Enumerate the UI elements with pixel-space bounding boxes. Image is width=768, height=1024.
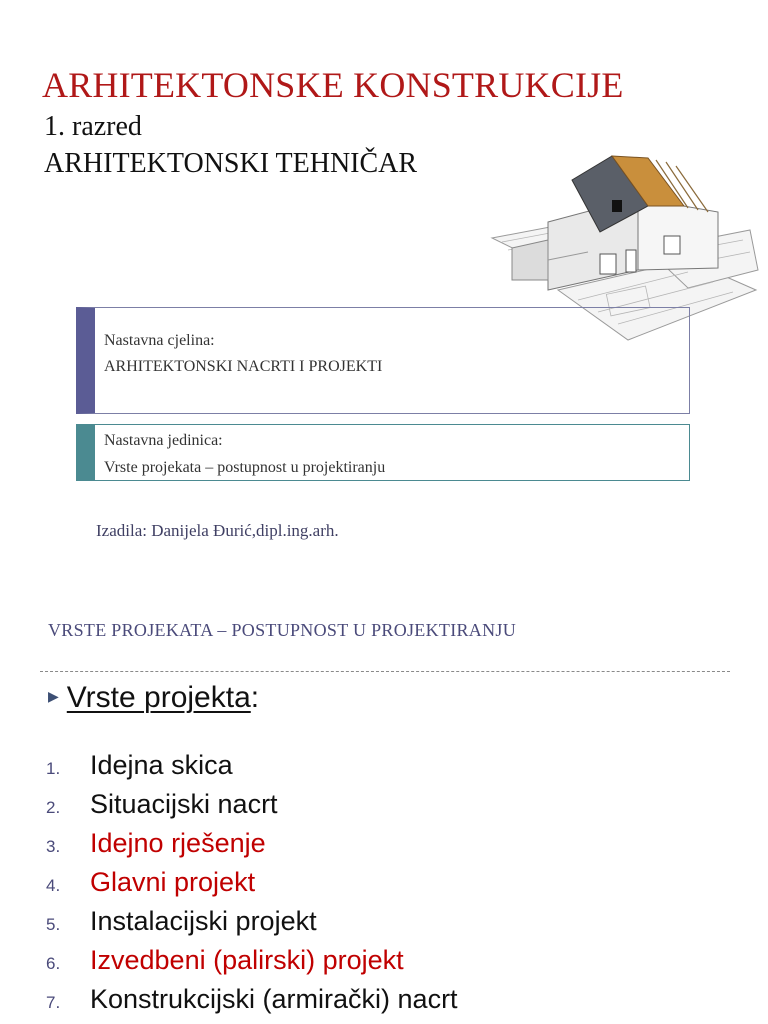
section-title: VRSTE PROJEKATA – POSTUPNOST U PROJEKTIRANJU: [48, 620, 516, 640]
list-item: [46, 746, 458, 785]
list-item: [46, 941, 458, 980]
list-item-label: Instalacijski projekt: [90, 906, 317, 936]
list-heading-colon: :: [250, 681, 260, 714]
unit-label: Nastavna cjelina:: [104, 332, 215, 349]
list-item-label: Izvedbeni (palirski) projekt: [90, 945, 404, 975]
lesson-label: Nastavna jedinica:: [104, 432, 223, 449]
list-item-number: 4.: [46, 876, 61, 895]
list-item-label: Glavni projekt: [90, 867, 256, 897]
list-item: [46, 824, 458, 863]
lesson-value: Vrste projekata – postupnost u projektiranju: [104, 459, 386, 476]
document-title: ARHITEKTONSKE KONSTRUKCIJE: [42, 65, 624, 105]
list-item-number: 5.: [46, 915, 61, 934]
list-item: [46, 785, 458, 824]
list-item-number: 6.: [46, 954, 61, 973]
list-item-number: 3.: [46, 837, 61, 856]
list-item-number: 2.: [46, 798, 61, 817]
grade-label: 1. razred: [44, 111, 142, 142]
list-item-label: Idejna skica: [90, 750, 233, 780]
list-item-number: 7.: [46, 993, 61, 1012]
author-credit: Izadila: Danijela Đurić,dipl.ing.arh.: [96, 521, 339, 540]
profile-label: ARHITEKTONSKI TEHNIČAR: [44, 148, 418, 179]
list-item-label: Idejno rješenje: [90, 828, 266, 858]
list-item-number: 1.: [46, 759, 61, 778]
project-types-list: [46, 746, 458, 1019]
list-item: [46, 863, 458, 902]
section-divider: [40, 671, 730, 672]
list-item-label: Situacijski nacrt: [90, 789, 278, 819]
list-heading: [48, 681, 259, 715]
list-item: [46, 980, 458, 1019]
triangle-arrow-icon: ▶: [48, 687, 59, 704]
unit-value: ARHITEKTONSKI NACRTI I PROJEKTI: [104, 358, 383, 375]
list-item: [46, 902, 458, 941]
list-item-label: Konstrukcijski (armirački) nacrt: [90, 984, 458, 1014]
list-heading-text: Vrste projekta: [66, 681, 251, 714]
lesson-box: [76, 424, 690, 481]
unit-box: [76, 307, 690, 414]
